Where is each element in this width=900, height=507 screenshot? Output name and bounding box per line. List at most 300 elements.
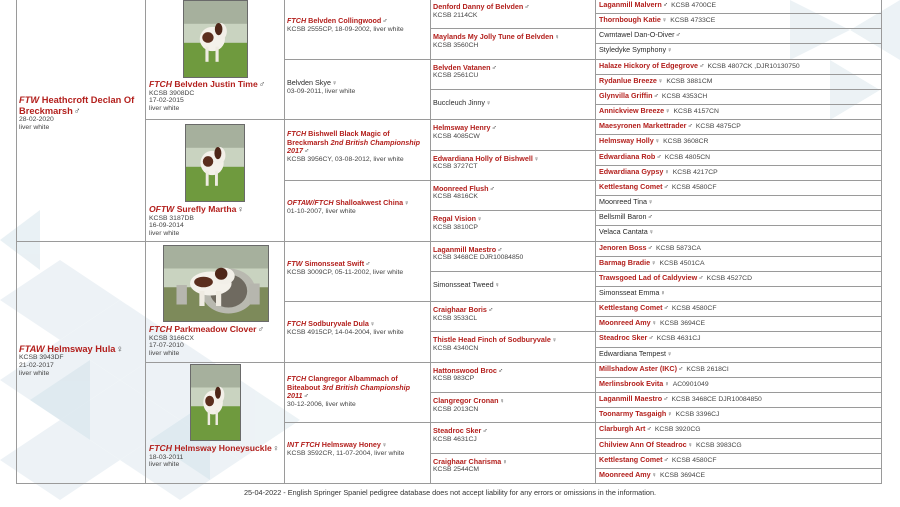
gen2-cell	[149, 444, 280, 469]
dog-name-text: Cwmtawel Dan-O-Diver	[599, 31, 675, 40]
sex-symbol: ♂	[653, 91, 659, 100]
grid-line	[595, 347, 881, 348]
dog-info: KCSB 3166CX	[149, 334, 194, 342]
dog-name-text: Edwardiana Tempest	[599, 349, 666, 358]
dog-info: KCSB 4875CP	[695, 123, 741, 131]
grid-line	[595, 377, 881, 378]
dog-name[interactable]	[599, 31, 879, 40]
dog-name-text: Clarburgh Art	[599, 425, 646, 434]
dog-name[interactable]	[599, 274, 879, 283]
sex-symbol: ♂	[491, 124, 497, 133]
dog-name[interactable]	[433, 3, 593, 12]
dog-photo	[183, 0, 248, 78]
dog-info: KCSB 3908DC	[149, 89, 195, 97]
dog-name-text: Simonsseat Tweed	[433, 280, 494, 289]
dog-info: KCSB 3694CE	[660, 320, 706, 328]
gen3-cell	[287, 17, 428, 33]
dog-info: KCSB 3727CT	[433, 163, 478, 171]
grid-line	[595, 392, 881, 393]
sex-symbol: ♀	[369, 320, 376, 328]
dog-name[interactable]	[599, 198, 879, 207]
gen5-cell	[599, 77, 879, 86]
dog-name[interactable]	[433, 306, 593, 315]
grid-line	[595, 331, 881, 332]
grid-line	[595, 422, 881, 423]
dog-name[interactable]	[433, 336, 593, 345]
gen4-cell	[433, 336, 593, 352]
dog-name-text: Thornbough Katie	[599, 16, 661, 25]
grid-line	[595, 180, 881, 181]
dog-name-text: Chilview Ann Of Steadroc	[599, 440, 687, 449]
sex-symbol: ♂	[698, 273, 704, 282]
grid-line	[595, 150, 881, 151]
dog-name-text: Kettlestang Comet	[599, 304, 663, 313]
dog-name-text: Kettlestang Comet	[599, 182, 663, 191]
gen5-cell	[599, 183, 879, 192]
dog-name[interactable]	[433, 124, 593, 133]
dog-info: 16-09-2014	[149, 222, 184, 230]
gen4-cell	[433, 458, 593, 474]
dog-name[interactable]	[599, 471, 879, 480]
dog-name[interactable]	[433, 155, 593, 164]
dog-name[interactable]	[599, 380, 879, 389]
dog-name-text: Belvden Skye	[287, 79, 331, 87]
dog-name-text: Belvden Vatanen	[433, 63, 491, 72]
dog-name-text: Styledyke Symphony	[599, 46, 667, 55]
sex-symbol: ♀	[477, 215, 483, 224]
dog-name[interactable]	[19, 95, 142, 116]
dog-name-text: Parkmeadow Clover	[174, 325, 257, 334]
dog-name[interactable]	[19, 344, 142, 355]
gen5-cell	[599, 365, 879, 374]
dog-photo	[190, 364, 241, 441]
title-prefix: FTCH	[287, 130, 307, 138]
dog-name[interactable]	[599, 62, 879, 71]
dog-name[interactable]	[599, 304, 879, 313]
sex-symbol: ♀	[116, 343, 124, 354]
gen3-cell	[287, 79, 428, 95]
dog-name[interactable]	[433, 367, 593, 376]
dog-info: KCSB 4157CN	[673, 108, 719, 116]
sex-symbol: ♂	[646, 425, 652, 434]
dog-info: KCSB 3396CJ	[675, 411, 720, 419]
dog-info: liver white	[149, 105, 180, 113]
dog-photo	[163, 245, 269, 322]
gen2-cell	[149, 205, 280, 238]
grid-line	[595, 438, 881, 439]
dog-name[interactable]	[599, 1, 879, 10]
dog-name[interactable]	[599, 137, 879, 146]
sex-symbol: ♂	[687, 122, 693, 131]
dog-info: KCSB 4631CJ	[656, 335, 701, 343]
dog-info: 18-03-2011	[149, 453, 184, 461]
sex-symbol: ♀	[651, 258, 657, 267]
dog-name[interactable]	[149, 444, 280, 454]
dog-name-text: Simonsseat Swift	[304, 260, 365, 268]
gen2-cell	[149, 80, 280, 113]
title-prefix: FTAW	[19, 343, 45, 354]
dog-name-text: Rydanlue Breeze	[599, 76, 657, 85]
dog-info: KCSB 4501CA	[659, 259, 705, 267]
dog-name-text: Belvden Collingwood	[308, 17, 382, 25]
gen3-cell	[287, 320, 428, 336]
sex-symbol: ♂	[491, 63, 497, 72]
dog-name-text: Denford Danny of Belvden	[433, 3, 524, 11]
dog-name[interactable]	[599, 259, 879, 268]
dog-name[interactable]	[433, 427, 593, 436]
championship-note: 2nd British Championship 2017	[287, 137, 421, 156]
dog-name-text: Belvden Justin Time	[174, 80, 258, 89]
dog-name-text: Steadroc Sker	[433, 427, 482, 436]
dog-info: KCSB 4631CJ	[433, 435, 477, 443]
sex-symbol: ♀	[494, 280, 500, 289]
dog-name-text: Helmsway Hula	[47, 343, 116, 354]
dog-name-text: Surefly Martha	[176, 205, 237, 214]
gen5-cell	[599, 471, 879, 480]
gen5-cell	[599, 137, 879, 146]
dog-info: KCSB 2561CU	[433, 72, 479, 80]
dog-name[interactable]	[287, 260, 428, 269]
dog-info: KCSB 5873CA	[655, 244, 701, 252]
dog-name-text: Millshadow Aster (IKC)	[599, 364, 678, 373]
dog-info: KCSB 3592CR, 11-07-2004, liver white	[287, 449, 405, 457]
dog-name[interactable]	[433, 64, 593, 73]
dog-info: KCSB 3956CY, 03-08-2012, liver white	[287, 155, 404, 163]
dog-name[interactable]	[599, 92, 879, 101]
grid-line	[595, 195, 881, 196]
dog-name-text: Buccleuch Jinny	[433, 98, 485, 107]
gen3-cell	[287, 199, 428, 215]
dog-photo	[185, 124, 245, 202]
gen5-cell	[599, 350, 879, 359]
dog-name[interactable]	[287, 199, 428, 208]
sex-symbol: ♂	[257, 325, 264, 334]
grid-line	[595, 104, 881, 105]
dog-info: 21-02-2017	[19, 361, 54, 369]
grid-line	[595, 13, 881, 14]
dog-name[interactable]	[433, 215, 593, 224]
dog-name[interactable]	[599, 107, 879, 116]
dog-name-text: Clangregor Albammach of Biteabout	[287, 375, 398, 392]
dog-name-text: Laganmill Maestro	[433, 245, 497, 254]
dog-info: KCSB 4807CK ,DJR10130750	[707, 62, 800, 70]
sex-symbol: ♂	[304, 146, 310, 156]
dog-name-text: Steadroc Sker	[599, 334, 648, 343]
title-prefix: FTCH	[149, 80, 172, 89]
gen4-cell	[433, 427, 593, 443]
title-prefix: FTCH	[287, 17, 307, 25]
sex-symbol: ♀	[554, 33, 560, 42]
dog-name-text: Laganmill Maestro	[599, 395, 663, 404]
dog-info: 17-07-2010	[149, 342, 184, 350]
dog-name-text: Moonreed Tina	[599, 198, 647, 207]
dog-name-text: Velaca Cantata	[599, 228, 648, 237]
grid-line	[595, 362, 881, 363]
dog-name[interactable]	[599, 153, 879, 162]
sex-symbol: ♂	[678, 364, 684, 373]
dog-info: KCSB 2114CK	[433, 11, 478, 19]
gen5-cell	[599, 153, 879, 162]
gen5-cell	[599, 380, 879, 389]
dog-name-text: Annickview Breeze	[599, 107, 665, 116]
gen4-cell	[433, 64, 593, 80]
dog-name[interactable]	[433, 246, 593, 255]
sex-symbol: ♀	[381, 441, 388, 449]
gen5-cell	[599, 1, 879, 10]
dog-name[interactable]	[599, 456, 879, 465]
sex-symbol: ♀	[551, 336, 558, 345]
dog-info: liver white	[149, 350, 180, 358]
grid-line	[595, 43, 881, 44]
dog-name[interactable]	[287, 441, 428, 450]
dog-name[interactable]	[433, 99, 593, 108]
dog-name-text: Edwardiana Holly of Bishwell	[433, 154, 533, 163]
disclaimer-footer: 25-04-2022 - English Springer Spaniel pedigree database does not accept liability for any errors or omissions in the information.	[243, 488, 657, 497]
dog-info: 17-02-2015	[149, 97, 184, 105]
sex-symbol: ♀	[651, 470, 658, 479]
dog-name[interactable]	[599, 244, 879, 253]
gen3-cell	[287, 441, 428, 457]
sex-symbol: ♀	[664, 379, 670, 388]
dog-name[interactable]	[433, 185, 593, 194]
sex-symbol: ♀	[667, 349, 673, 358]
gen5-cell	[599, 274, 879, 283]
dog-name-text: Edwardiana Gypsy	[599, 167, 664, 176]
gen5-cell	[599, 31, 879, 40]
dog-name-text: Bellsmill Baron	[599, 213, 647, 222]
grid-line	[595, 407, 881, 408]
dog-name[interactable]	[287, 130, 428, 156]
grid-line	[595, 89, 881, 90]
dog-name[interactable]	[599, 350, 879, 359]
sex-symbol: ♀	[667, 410, 673, 419]
dog-name[interactable]	[287, 320, 428, 329]
dog-info: KCSB 4340CN	[433, 345, 479, 353]
dog-name[interactable]	[287, 17, 428, 26]
title-prefix: FTCH	[287, 375, 307, 383]
dog-name-text: Barmag Bradie	[599, 258, 651, 267]
dog-info: KCSB 2013CN	[433, 405, 479, 413]
gen5-cell	[599, 92, 879, 101]
grid-line	[595, 225, 881, 226]
gen5-cell	[599, 395, 879, 404]
dog-name-text: Clangregor Cronan	[433, 397, 499, 406]
dog-info: 03-09-2011, liver white	[287, 87, 356, 95]
dog-name-text: Helmsway Henry	[433, 124, 491, 133]
grid-line	[595, 301, 881, 302]
gen2-cell	[149, 325, 280, 358]
sex-symbol: ♀	[665, 107, 671, 116]
gen5-cell	[599, 46, 879, 55]
grid-line	[595, 119, 881, 120]
dog-info: KCSB 4580CF	[671, 183, 717, 191]
dog-name[interactable]	[433, 33, 593, 42]
sex-symbol: ♂	[524, 3, 530, 11]
dog-name[interactable]	[599, 46, 879, 55]
gen5-cell	[599, 289, 879, 298]
sex-symbol: ♂	[648, 334, 654, 343]
sex-symbol: ♂	[662, 1, 669, 9]
grid-line	[595, 28, 881, 29]
dog-name-text: Moonreed Flush	[433, 184, 489, 193]
sex-symbol: ♀	[664, 167, 670, 176]
dog-info: 30-12-2006, liver white	[287, 400, 356, 408]
grid-line	[595, 316, 881, 317]
gen5-cell	[599, 259, 879, 268]
dog-name[interactable]	[433, 458, 593, 467]
dog-name-text: Merlinsbrook Evita	[599, 379, 664, 388]
dog-name-text: Heathcroft Declan Of Breckmarsh	[19, 95, 135, 116]
dog-name[interactable]	[599, 441, 879, 450]
gen5-cell	[599, 244, 879, 253]
dog-name[interactable]	[599, 228, 879, 237]
dog-name-text: Regal Vision	[433, 215, 477, 224]
sex-symbol: ♂	[663, 182, 669, 191]
dog-name-text: Helmsway Honeysuckle	[174, 444, 272, 453]
dog-name[interactable]	[599, 334, 879, 343]
sex-symbol: ♂	[258, 80, 266, 89]
dog-name[interactable]	[149, 205, 280, 215]
dog-name-text: Moonreed Amy	[599, 319, 651, 328]
dog-name-text: Simonsseat Emma	[599, 288, 660, 297]
dog-info: KCSB 3694CE	[660, 471, 706, 479]
dog-info: KCSB 3560CH	[433, 41, 479, 49]
dog-name[interactable]	[599, 289, 879, 298]
grid-line	[595, 74, 881, 75]
dog-name-text: Helmsway Honey	[321, 441, 381, 449]
grid-line	[595, 468, 881, 469]
dog-name-text: Edwardiana Rob	[599, 152, 656, 161]
dog-name-text: Sodburyvale Dula	[308, 320, 369, 328]
dog-info: KCSB 3920CG	[654, 426, 701, 434]
dog-info: KCSB 2555CP, 18-09-2002, liver white	[287, 25, 404, 33]
sex-symbol: ♀	[237, 205, 244, 214]
sex-symbol: ♀	[651, 319, 658, 328]
dog-info: liver white	[19, 369, 50, 377]
dog-name[interactable]	[287, 79, 428, 88]
dog-name[interactable]	[599, 410, 879, 419]
sex-symbol: ♂	[699, 61, 705, 70]
sex-symbol: ♂	[489, 184, 495, 193]
gen5-cell	[599, 456, 879, 465]
sex-symbol: ♂	[675, 31, 681, 40]
gen5-cell	[599, 334, 879, 343]
sex-symbol: ♀	[661, 16, 668, 25]
dog-info: KCSB 4733CE	[670, 17, 716, 25]
dog-name-text: Kettlestang Comet	[599, 455, 663, 464]
dog-info: KCSB 4085CW	[433, 132, 480, 140]
gen1-cell	[19, 344, 142, 378]
dog-name-text: Maylands My Jolly Tune of Belvden	[433, 33, 554, 42]
sex-symbol: ♀	[648, 228, 655, 237]
dog-name[interactable]	[599, 319, 879, 328]
sex-symbol: ♀	[502, 457, 508, 466]
dog-name-text: Laganmill Malvern	[599, 1, 662, 9]
dog-name[interactable]	[149, 80, 280, 90]
grid-line	[595, 286, 881, 287]
dog-info: KCSB 3881CM	[666, 77, 713, 85]
sex-symbol: ♀	[272, 444, 280, 453]
gen4-cell	[433, 99, 593, 108]
grid-line	[595, 134, 881, 135]
dog-info: KCSB 3533CL	[433, 314, 478, 322]
grid-line	[595, 165, 881, 166]
grid-line	[595, 453, 881, 454]
dog-name[interactable]	[599, 16, 879, 25]
dog-name-text: Maesyronen Markettrader	[599, 122, 687, 131]
dog-info: KCSB 4805CN	[664, 153, 711, 161]
sex-symbol: ♀	[667, 46, 673, 55]
title-prefix: INT FTCH	[287, 441, 320, 449]
sex-symbol: ♀	[687, 440, 693, 449]
dog-info: KCSB 4217CP	[672, 168, 718, 176]
dog-name[interactable]	[599, 365, 879, 374]
sex-symbol: ♂	[382, 17, 388, 25]
dog-name[interactable]	[599, 425, 879, 434]
dog-name[interactable]	[433, 397, 593, 406]
gen3-cell	[287, 260, 428, 276]
sex-symbol: ♂	[482, 427, 488, 436]
dog-info: KCSB 4580CF	[671, 456, 717, 464]
dog-name[interactable]	[599, 183, 879, 192]
gen4-cell	[433, 397, 593, 413]
dog-info: KCSB 4580CF	[671, 305, 717, 313]
gen3-cell	[287, 130, 428, 164]
sex-symbol: ♂	[656, 152, 662, 161]
dog-name[interactable]	[433, 281, 593, 290]
dog-name-text: Bishwell Black Magic of Breckmarsh	[287, 130, 390, 147]
sex-symbol: ♀	[331, 79, 338, 87]
gen5-cell	[599, 62, 879, 71]
gen4-cell	[433, 215, 593, 231]
dog-name[interactable]	[149, 325, 280, 335]
dog-name[interactable]	[287, 375, 428, 401]
sex-symbol: ♂	[663, 395, 669, 404]
sex-symbol: ♀	[404, 199, 410, 207]
dog-info: KCSB 3187DB	[149, 214, 194, 222]
dog-info: 28-02-2020	[19, 116, 54, 124]
dog-info: liver white	[149, 461, 180, 469]
dog-name-text: Glynvilla Griffin	[599, 91, 653, 100]
dog-info: KCSB 3983CG	[695, 441, 742, 449]
title-prefix: FTCH	[149, 444, 172, 453]
dog-info: KCSB 4353CH	[661, 92, 708, 100]
gen5-cell	[599, 213, 879, 222]
gen5-cell	[599, 410, 879, 419]
grid-line	[595, 241, 881, 242]
grid-line	[595, 210, 881, 211]
gen4-cell	[433, 306, 593, 322]
dog-name[interactable]	[599, 213, 879, 222]
gen4-cell	[433, 124, 593, 140]
dog-info: KCSB 4700CE	[671, 2, 717, 9]
grid-line	[595, 59, 881, 60]
sex-symbol: ♂	[647, 213, 653, 222]
dog-name-text: Hattonswood Broc	[433, 366, 497, 375]
sex-symbol: ♂	[647, 243, 653, 252]
dog-info: KCSB 3608CR	[663, 138, 709, 146]
sex-symbol: ♂	[497, 245, 503, 254]
gen4-cell	[433, 3, 593, 19]
grid-line	[595, 256, 881, 257]
dog-info: KCSB 4816CK	[433, 193, 478, 201]
dog-name[interactable]	[599, 77, 879, 86]
sex-symbol: ♀	[654, 137, 661, 146]
title-prefix: OFTW	[149, 205, 175, 214]
dog-name[interactable]	[599, 168, 879, 177]
dog-name[interactable]	[599, 395, 879, 404]
dog-name[interactable]	[599, 122, 879, 131]
